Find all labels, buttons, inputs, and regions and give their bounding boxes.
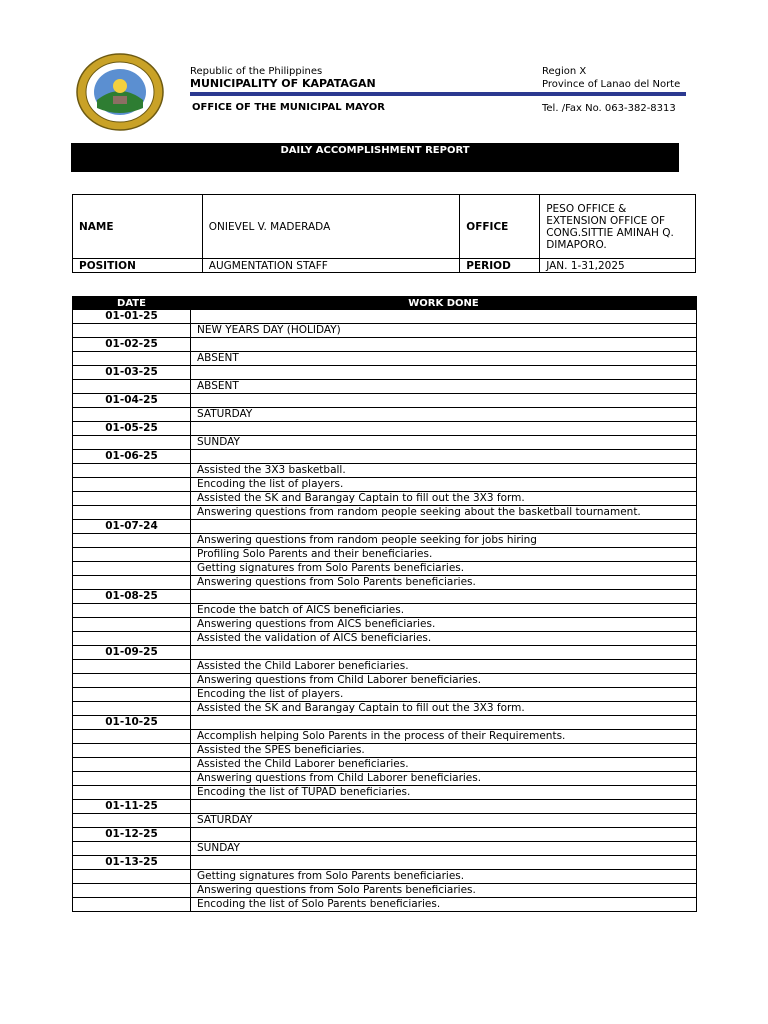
task-text: Encode the batch of AICS beneficiaries. — [191, 604, 697, 618]
entry-date-spacer — [191, 310, 697, 324]
task-row — [73, 380, 697, 394]
task-row — [73, 730, 697, 744]
task-row — [73, 618, 697, 632]
task-row — [73, 478, 697, 492]
task-text: SUNDAY — [191, 842, 697, 856]
entry-date: 01-13-25 — [73, 856, 191, 870]
task-row — [73, 702, 697, 716]
entry-date-spacer — [191, 422, 697, 436]
task-row — [73, 898, 697, 912]
task-row — [73, 674, 697, 688]
task-text: Assisted the SPES beneficiaries. — [191, 744, 697, 758]
task-row — [73, 464, 697, 478]
task-date-spacer — [73, 660, 191, 674]
task-row — [73, 576, 697, 590]
task-text: Answering questions from Child Laborer beneficiaries. — [191, 772, 697, 786]
task-date-spacer — [73, 562, 191, 576]
name-value: ONIEVEL V. MADERADA — [202, 195, 459, 259]
entry-date-spacer — [191, 828, 697, 842]
task-row — [73, 786, 697, 800]
task-row — [73, 814, 697, 828]
entry-date-spacer — [191, 856, 697, 870]
task-date-spacer — [73, 674, 191, 688]
task-date-spacer — [73, 842, 191, 856]
task-row — [73, 660, 697, 674]
office-name: OFFICE OF THE MUNICIPAL MAYOR — [192, 102, 385, 113]
entries-body — [73, 310, 697, 912]
task-row — [73, 688, 697, 702]
entry-date: 01-11-25 — [73, 800, 191, 814]
date-row — [73, 828, 697, 842]
entry-date: 01-02-25 — [73, 338, 191, 352]
task-text: Answering questions from random people seeking about the basketball tournament. — [191, 506, 697, 520]
position-value: AUGMENTATION STAFF — [202, 259, 459, 273]
entry-date-spacer — [191, 338, 697, 352]
task-row — [73, 492, 697, 506]
entry-date: 01-08-25 — [73, 590, 191, 604]
task-date-spacer — [73, 870, 191, 884]
task-date-spacer — [73, 324, 191, 338]
task-text: Assisted the SK and Barangay Captain to fill out the 3X3 form. — [191, 492, 697, 506]
task-row — [73, 548, 697, 562]
task-text: SATURDAY — [191, 408, 697, 422]
entry-date: 01-03-25 — [73, 366, 191, 380]
task-date-spacer — [73, 380, 191, 394]
entry-date-spacer — [191, 590, 697, 604]
task-text: Assisted the validation of AICS beneficiaries. — [191, 632, 697, 646]
task-text: Profiling Solo Parents and their beneficiaries. — [191, 548, 697, 562]
task-text: Getting signatures from Solo Parents beneficiaries. — [191, 562, 697, 576]
date-row — [73, 450, 697, 464]
task-text: Answering questions from Solo Parents beneficiaries. — [191, 884, 697, 898]
task-date-spacer — [73, 688, 191, 702]
task-date-spacer — [73, 506, 191, 520]
task-row — [73, 506, 697, 520]
task-date-spacer — [73, 478, 191, 492]
task-row — [73, 772, 697, 786]
office-value: PESO OFFICE & EXTENSION OFFICE OF CONG.SITTIE AMINAH Q. DIMAPORO. — [540, 195, 696, 259]
task-row — [73, 324, 697, 338]
employee-info-table — [72, 194, 696, 273]
task-date-spacer — [73, 702, 191, 716]
entry-date: 01-01-25 — [73, 310, 191, 324]
entry-date: 01-09-25 — [73, 646, 191, 660]
task-text: Assisted the Child Laborer beneficiaries. — [191, 758, 697, 772]
task-text: Answering questions from random people seeking for jobs hiring — [191, 534, 697, 548]
task-text: Assisted the SK and Barangay Captain to fill out the 3X3 form. — [191, 702, 697, 716]
task-date-spacer — [73, 436, 191, 450]
task-text: ABSENT — [191, 380, 697, 394]
task-row — [73, 870, 697, 884]
entry-date: 01-12-25 — [73, 828, 191, 842]
task-date-spacer — [73, 884, 191, 898]
date-row — [73, 856, 697, 870]
entry-date-spacer — [191, 450, 697, 464]
task-row — [73, 408, 697, 422]
name-label: NAME — [73, 195, 203, 259]
province-text: Province of Lanao del Norte — [542, 79, 681, 90]
task-text: Encoding the list of TUPAD beneficiaries. — [191, 786, 697, 800]
task-row — [73, 604, 697, 618]
date-row — [73, 590, 697, 604]
date-row — [73, 394, 697, 408]
task-date-spacer — [73, 534, 191, 548]
entry-date: 01-06-25 — [73, 450, 191, 464]
report-title: DAILY ACCOMPLISHMENT REPORT — [71, 143, 679, 172]
task-text: SATURDAY — [191, 814, 697, 828]
municipal-seal-logo — [75, 52, 165, 132]
entry-date: 01-10-25 — [73, 716, 191, 730]
period-label: PERIOD — [460, 259, 540, 273]
region-text: Region X — [542, 66, 587, 77]
entry-date-spacer — [191, 646, 697, 660]
period-value: JAN. 1-31,2025 — [540, 259, 696, 273]
task-text: Answering questions from AICS beneficiaries. — [191, 618, 697, 632]
date-row — [73, 338, 697, 352]
accomplishment-table — [72, 296, 697, 912]
task-text: Encoding the list of Solo Parents beneficiaries. — [191, 898, 697, 912]
task-row — [73, 534, 697, 548]
task-date-spacer — [73, 548, 191, 562]
date-row — [73, 366, 697, 380]
task-date-spacer — [73, 576, 191, 590]
task-text: Encoding the list of players. — [191, 688, 697, 702]
task-date-spacer — [73, 618, 191, 632]
date-column-header: DATE — [73, 297, 191, 310]
task-row — [73, 436, 697, 450]
task-row — [73, 562, 697, 576]
date-row — [73, 310, 697, 324]
date-row — [73, 520, 697, 534]
entry-date-spacer — [191, 800, 697, 814]
date-row — [73, 422, 697, 436]
task-date-spacer — [73, 492, 191, 506]
position-label: POSITION — [73, 259, 203, 273]
task-date-spacer — [73, 814, 191, 828]
task-date-spacer — [73, 730, 191, 744]
task-text: Assisted the 3X3 basketball. — [191, 464, 697, 478]
task-text: Answering questions from Child Laborer beneficiaries. — [191, 674, 697, 688]
entry-date: 01-05-25 — [73, 422, 191, 436]
task-row — [73, 758, 697, 772]
task-date-spacer — [73, 352, 191, 366]
entry-date: 01-04-25 — [73, 394, 191, 408]
entry-date: 01-07-24 — [73, 520, 191, 534]
task-text: Accomplish helping Solo Parents in the process of their Requirements. — [191, 730, 697, 744]
date-row — [73, 716, 697, 730]
header-rule — [190, 92, 686, 96]
task-date-spacer — [73, 772, 191, 786]
entry-date-spacer — [191, 394, 697, 408]
entry-date-spacer — [191, 520, 697, 534]
task-text: Getting signatures from Solo Parents beneficiaries. — [191, 870, 697, 884]
task-row — [73, 884, 697, 898]
office-label: OFFICE — [460, 195, 540, 259]
task-text: Assisted the Child Laborer beneficiaries. — [191, 660, 697, 674]
task-text: ABSENT — [191, 352, 697, 366]
task-date-spacer — [73, 464, 191, 478]
task-date-spacer — [73, 898, 191, 912]
date-row — [73, 646, 697, 660]
work-done-column-header: WORK DONE — [191, 297, 697, 310]
task-date-spacer — [73, 604, 191, 618]
entry-date-spacer — [191, 366, 697, 380]
task-row — [73, 352, 697, 366]
municipality-name: MUNICIPALITY OF KAPATAGAN — [190, 77, 376, 90]
entry-date-spacer — [191, 716, 697, 730]
telfax-text: Tel. /Fax No. 063-382-8313 — [542, 103, 676, 114]
task-date-spacer — [73, 744, 191, 758]
date-row — [73, 800, 697, 814]
task-text: Encoding the list of players. — [191, 478, 697, 492]
task-text: Answering questions from Solo Parents beneficiaries. — [191, 576, 697, 590]
task-date-spacer — [73, 758, 191, 772]
task-date-spacer — [73, 632, 191, 646]
task-row — [73, 632, 697, 646]
task-row — [73, 842, 697, 856]
task-text: NEW YEARS DAY (HOLIDAY) — [191, 324, 697, 338]
task-row — [73, 744, 697, 758]
task-text: SUNDAY — [191, 436, 697, 450]
republic-text: Republic of the Philippines — [190, 66, 323, 77]
task-date-spacer — [73, 786, 191, 800]
task-date-spacer — [73, 408, 191, 422]
